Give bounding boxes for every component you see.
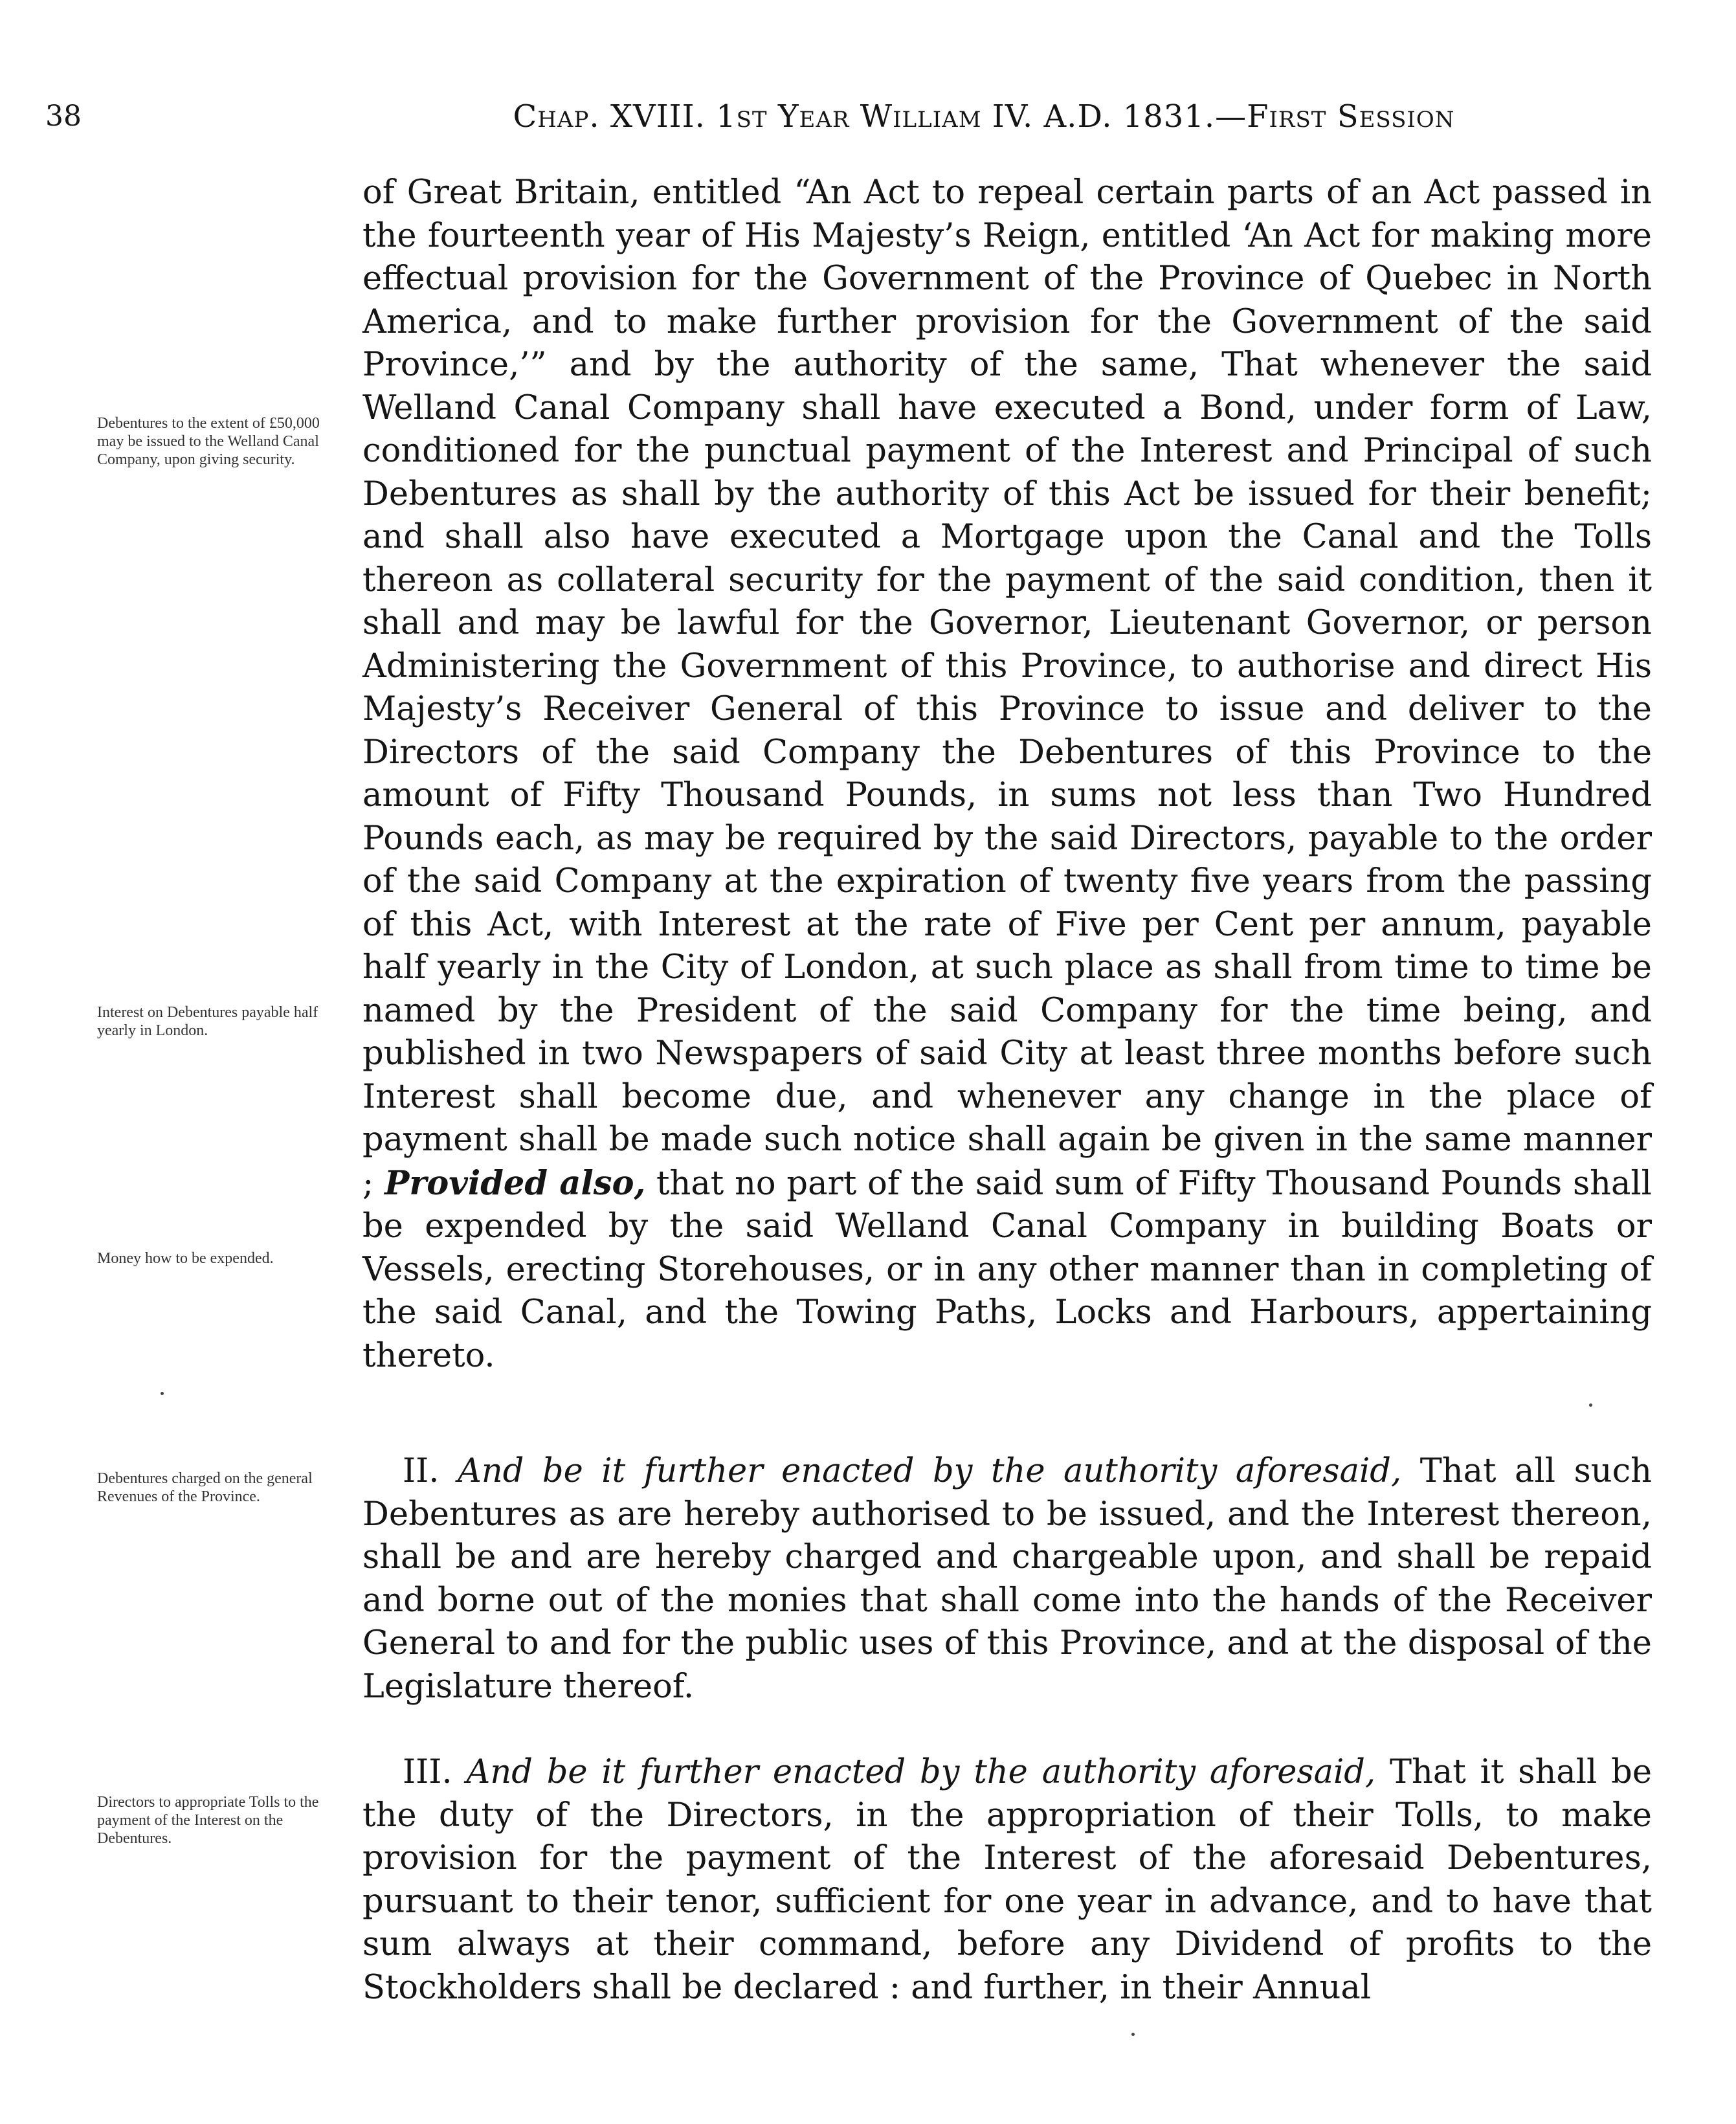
paragraph-text: of Great Britain, entitled “An Act to repeal certain parts of an Act passed in the fourteenth year of His Majesty’s Reign, entitled ‘An Act for making more effectual provision for the Government of the Province of Quebec in North America, and to make further provision for the Government of the said Province,’” and by the authority of the same, That whenever the said Welland Canal Company shall have executed a Bond, under form of Law, conditioned for the punctual payment of the Interest and Principal of such Debentures as shall by the authority of this Act be issued for their benefit; and shall also have executed a Mortgage upon the Canal and the Tolls thereon as collateral security for the payment of the said condition, then it shall and may be lawful for the Governor, Lieutenant Governor, or person Administering the Government of this Province, to authorise and direct His Majesty’s Receiver General of this Province to issue and deliver to the Directors of the said Company the Debentures of this Province to the amount of Fifty Thousand Pounds, in sums not less than Two Hundred Pounds each, as may be required by the said Directors, payable to the order of the said Company at the expiration of twenty five years from the passing of this Act, with Interest at the rate of Five per Cent per annum, payable half yearly in the City of London, at such place as shall from time to time be named by the President of the said Company for the time being, and published in two Newspapers of said City at least three months before such Interest shall become due, and whenever any change in the place of payment shall be made such notice shall again be given in the same manner ; [362,173,1652,1203]
margin-note-interest-payable: Interest on Debentures payable half yearly in London. [97,1004,318,1039]
margin-note-money-expended: Money how to be expended. [97,1250,274,1267]
page-number: 38 [45,100,82,133]
enacting-clause: And be it further enacted by the authority aforesaid, [458,1452,1402,1490]
print-speck [1589,1403,1592,1407]
section-number: II. [403,1452,440,1490]
section-text: That all such Debentures as are hereby authorised to be issued, and the Interest thereon, shall be and are hereby charged and chargeable upon, and shall be repaid and borne out of the monies that shall come into the hands of the Receiver General to and for the public uses of this Province, and at the disposal of the Legislature thereof. [362,1452,1653,1706]
running-head [45,96,1592,148]
enacting-clause: And be it further enacted by the authority aforesaid, [466,1753,1376,1791]
margin-note-directors-tolls: Directors to appropriate Tolls to the payment of the Interest on the Debentures. [97,1794,319,1847]
section-number: III. [403,1753,452,1791]
provided-also-phrase: Provided also, [384,1163,646,1203]
section-2 [362,1450,1652,1708]
print-speck [161,1392,164,1395]
paragraph-continuation [362,172,1652,1378]
header-title: Chap. XVIII. 1st Year William IV. A.D. 1831.—First Session [513,98,1455,135]
paragraph-text: that no part of the said sum of Fifty Thousand Pounds shall be expended by the said Welland Canal Company in building Boats or Vessels, erecting Storehouses, or in any other manner than in completing of the said Canal, and the Towing Paths, Locks and Harbours, appertaining thereto. [362,1164,1652,1375]
margin-note-debentures-extent: Debentures to the extent of £50,000 may be issued to the Welland Canal Company, upon giving security. [97,415,320,468]
margin-note-debentures-charged: Debentures charged on the general Revenues of the Province. [97,1470,313,1505]
print-speck [1131,2033,1135,2036]
section-3 [362,1751,1652,2009]
section-text: That it shall be the duty of the Directors, in the appropriation of their Tolls, to make provision for the payment of the Interest of the aforesaid Debentures, pursuant to their tenor, sufficient for one year in advance, and to have that sum always at their command, before any Dividend of profits to the Stockholders shall be declared : and further, in their Annual [362,1753,1653,2007]
